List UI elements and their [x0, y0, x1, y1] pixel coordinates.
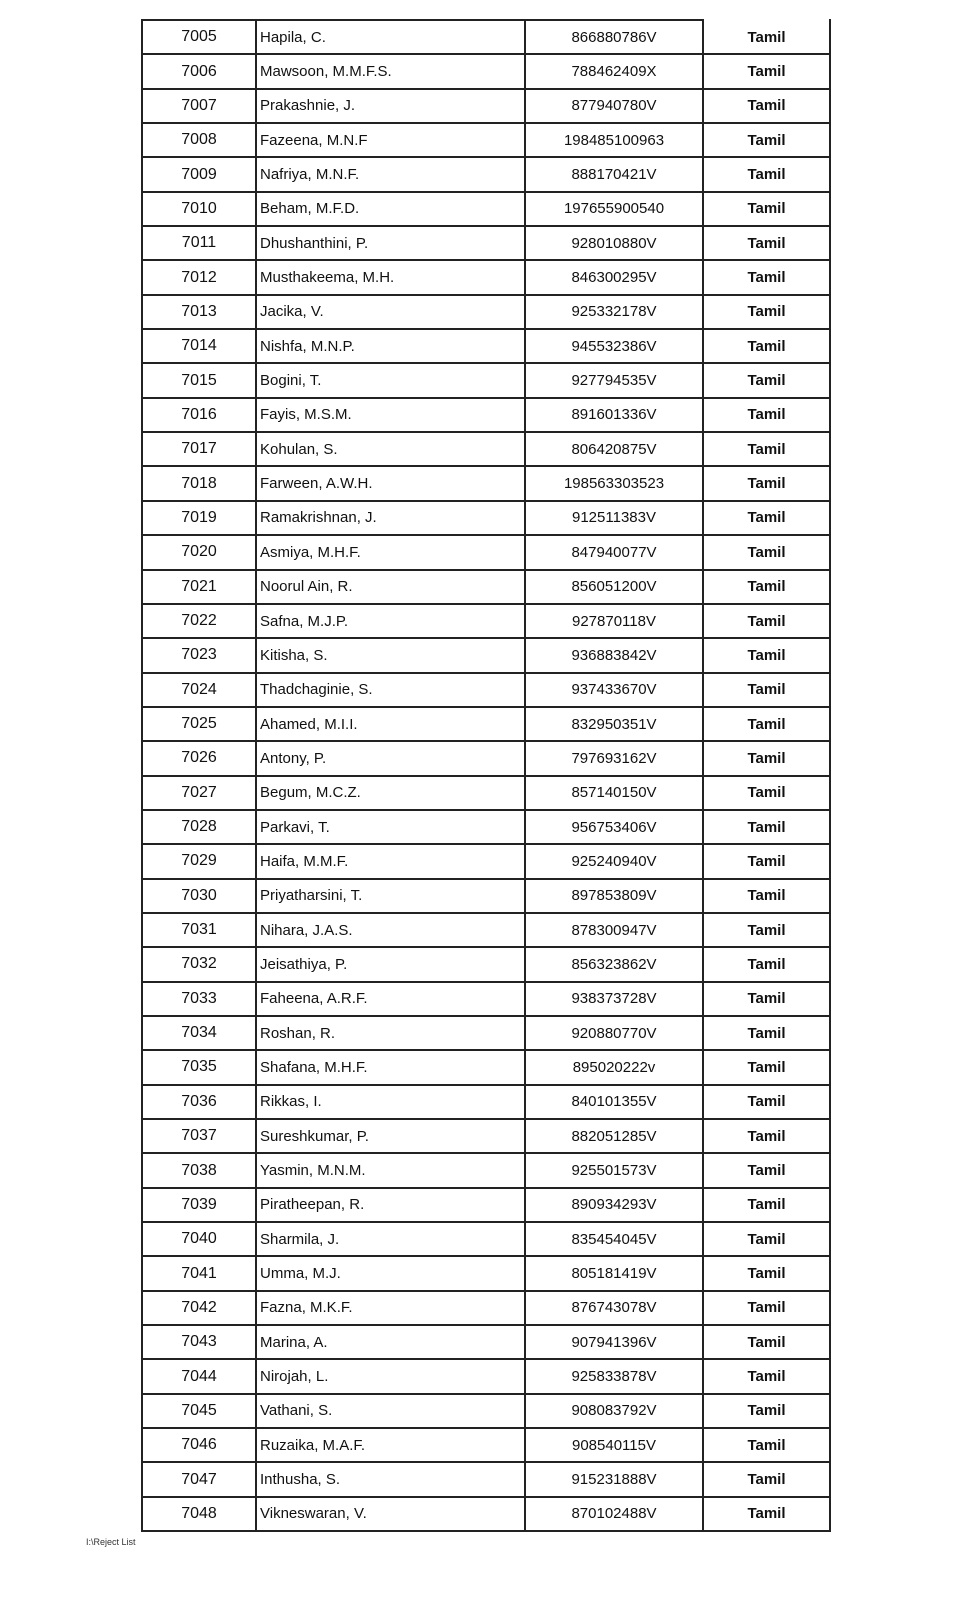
row-number-cell: 7022	[142, 604, 256, 638]
language-cell: Tamil	[703, 1462, 830, 1496]
table-row	[142, 54, 830, 88]
language-cell: Tamil	[703, 295, 830, 329]
row-number-cell: 7041	[142, 1256, 256, 1290]
row-number-cell: 7024	[142, 673, 256, 707]
table-row	[142, 192, 830, 226]
language-cell: Tamil	[703, 776, 830, 810]
name-cell: Vikneswaran, V.	[256, 1497, 525, 1531]
nic-number-cell: 925501573V	[525, 1153, 703, 1187]
name-cell: Noorul Ain, R.	[256, 570, 525, 604]
nic-number-cell: 907941396V	[525, 1325, 703, 1359]
table-row	[142, 707, 830, 741]
table-row	[142, 673, 830, 707]
row-number-cell: 7039	[142, 1188, 256, 1222]
language-cell: Tamil	[703, 844, 830, 878]
table-row	[142, 810, 830, 844]
row-number-cell: 7007	[142, 89, 256, 123]
table-row	[142, 1016, 830, 1050]
nic-number-cell: 925833878V	[525, 1359, 703, 1393]
row-number-cell: 7012	[142, 260, 256, 294]
name-cell: Inthusha, S.	[256, 1462, 525, 1496]
language-cell: Tamil	[703, 741, 830, 775]
nic-number-cell: 895020222v	[525, 1050, 703, 1084]
table-row	[142, 89, 830, 123]
language-cell: Tamil	[703, 1050, 830, 1084]
table-row	[142, 535, 830, 569]
row-number-cell: 7011	[142, 226, 256, 260]
row-number-cell: 7030	[142, 879, 256, 913]
nic-number-cell: 805181419V	[525, 1256, 703, 1290]
name-cell: Nishfa, M.N.P.	[256, 329, 525, 363]
nic-number-cell: 797693162V	[525, 741, 703, 775]
language-cell: Tamil	[703, 1153, 830, 1187]
nic-number-cell: 197655900540	[525, 192, 703, 226]
table-row	[142, 226, 830, 260]
table-row	[142, 879, 830, 913]
row-number-cell: 7027	[142, 776, 256, 810]
language-cell: Tamil	[703, 1291, 830, 1325]
name-cell: Musthakeema, M.H.	[256, 260, 525, 294]
language-cell: Tamil	[703, 432, 830, 466]
name-cell: Vathani, S.	[256, 1394, 525, 1428]
name-cell: Piratheepan, R.	[256, 1188, 525, 1222]
nic-number-cell: 856323862V	[525, 947, 703, 981]
table-row	[142, 1359, 830, 1393]
language-cell: Tamil	[703, 1222, 830, 1256]
table-row	[142, 1222, 830, 1256]
nic-number-cell: 945532386V	[525, 329, 703, 363]
nic-number-cell: 877940780V	[525, 89, 703, 123]
table-row	[142, 844, 830, 878]
language-cell: Tamil	[703, 982, 830, 1016]
nic-number-cell: 928010880V	[525, 226, 703, 260]
table-row	[142, 741, 830, 775]
nic-number-cell: 806420875V	[525, 432, 703, 466]
table-row	[142, 1119, 830, 1153]
name-cell: Fazna, M.K.F.	[256, 1291, 525, 1325]
row-number-cell: 7046	[142, 1428, 256, 1462]
name-cell: Beham, M.F.D.	[256, 192, 525, 226]
name-cell: Farween, A.W.H.	[256, 466, 525, 500]
table-row	[142, 913, 830, 947]
nic-number-cell: 920880770V	[525, 1016, 703, 1050]
nic-number-cell: 835454045V	[525, 1222, 703, 1256]
name-cell: Thadchaginie, S.	[256, 673, 525, 707]
nic-number-cell: 925240940V	[525, 844, 703, 878]
row-number-cell: 7025	[142, 707, 256, 741]
name-cell: Nafriya, M.N.F.	[256, 157, 525, 191]
name-cell: Kohulan, S.	[256, 432, 525, 466]
name-cell: Mawsoon, M.M.F.S.	[256, 54, 525, 88]
nic-number-cell: 908083792V	[525, 1394, 703, 1428]
row-number-cell: 7032	[142, 947, 256, 981]
language-cell: Tamil	[703, 913, 830, 947]
name-cell: Begum, M.C.Z.	[256, 776, 525, 810]
nic-number-cell: 891601336V	[525, 398, 703, 432]
table-row	[142, 20, 830, 54]
language-cell: Tamil	[703, 157, 830, 191]
nic-number-cell: 912511383V	[525, 501, 703, 535]
language-cell: Tamil	[703, 1428, 830, 1462]
name-cell: Faheena, A.R.F.	[256, 982, 525, 1016]
nic-number-cell: 927870118V	[525, 604, 703, 638]
language-cell: Tamil	[703, 570, 830, 604]
nic-number-cell: 198485100963	[525, 123, 703, 157]
language-cell: Tamil	[703, 1394, 830, 1428]
row-number-cell: 7029	[142, 844, 256, 878]
row-number-cell: 7034	[142, 1016, 256, 1050]
language-cell: Tamil	[703, 879, 830, 913]
row-number-cell: 7018	[142, 466, 256, 500]
nic-number-cell: 198563303523	[525, 466, 703, 500]
row-number-cell: 7042	[142, 1291, 256, 1325]
language-cell: Tamil	[703, 54, 830, 88]
name-cell: Ahamed, M.I.I.	[256, 707, 525, 741]
table-row	[142, 1497, 830, 1531]
name-cell: Ruzaika, M.A.F.	[256, 1428, 525, 1462]
row-number-cell: 7044	[142, 1359, 256, 1393]
language-cell: Tamil	[703, 329, 830, 363]
name-cell: Fayis, M.S.M.	[256, 398, 525, 432]
name-cell: Sureshkumar, P.	[256, 1119, 525, 1153]
table-row	[142, 1153, 830, 1187]
table-row	[142, 604, 830, 638]
table-row	[142, 363, 830, 397]
name-cell: Asmiya, M.H.F.	[256, 535, 525, 569]
row-number-cell: 7026	[142, 741, 256, 775]
language-cell: Tamil	[703, 1016, 830, 1050]
reject-list-table	[141, 19, 831, 1532]
row-number-cell: 7038	[142, 1153, 256, 1187]
nic-number-cell: 915231888V	[525, 1462, 703, 1496]
name-cell: Rikkas, I.	[256, 1085, 525, 1119]
language-cell: Tamil	[703, 1497, 830, 1531]
table-row	[142, 398, 830, 432]
table-row	[142, 570, 830, 604]
language-cell: Tamil	[703, 260, 830, 294]
language-cell: Tamil	[703, 947, 830, 981]
table-row	[142, 638, 830, 672]
name-cell: Sharmila, J.	[256, 1222, 525, 1256]
table-row	[142, 1050, 830, 1084]
nic-number-cell: 897853809V	[525, 879, 703, 913]
table-row	[142, 1085, 830, 1119]
language-cell: Tamil	[703, 226, 830, 260]
row-number-cell: 7019	[142, 501, 256, 535]
language-cell: Tamil	[703, 810, 830, 844]
footer-path: I:\Reject List	[86, 1537, 136, 1547]
row-number-cell: 7015	[142, 363, 256, 397]
language-cell: Tamil	[703, 192, 830, 226]
table-row	[142, 329, 830, 363]
language-cell: Tamil	[703, 1085, 830, 1119]
table-row	[142, 466, 830, 500]
row-number-cell: 7023	[142, 638, 256, 672]
row-number-cell: 7035	[142, 1050, 256, 1084]
language-cell: Tamil	[703, 363, 830, 397]
name-cell: Bogini, T.	[256, 363, 525, 397]
row-number-cell: 7013	[142, 295, 256, 329]
language-cell: Tamil	[703, 501, 830, 535]
row-number-cell: 7016	[142, 398, 256, 432]
row-number-cell: 7005	[142, 20, 256, 54]
language-cell: Tamil	[703, 638, 830, 672]
language-cell: Tamil	[703, 123, 830, 157]
row-number-cell: 7031	[142, 913, 256, 947]
nic-number-cell: 937433670V	[525, 673, 703, 707]
name-cell: Jeisathiya, P.	[256, 947, 525, 981]
language-cell: Tamil	[703, 466, 830, 500]
language-cell: Tamil	[703, 604, 830, 638]
row-number-cell: 7014	[142, 329, 256, 363]
language-cell: Tamil	[703, 1325, 830, 1359]
language-cell: Tamil	[703, 707, 830, 741]
table-row	[142, 1188, 830, 1222]
name-cell: Umma, M.J.	[256, 1256, 525, 1290]
row-number-cell: 7047	[142, 1462, 256, 1496]
name-cell: Haifa, M.M.F.	[256, 844, 525, 878]
name-cell: Yasmin, M.N.M.	[256, 1153, 525, 1187]
name-cell: Parkavi, T.	[256, 810, 525, 844]
name-cell: Prakashnie, J.	[256, 89, 525, 123]
table-row	[142, 1291, 830, 1325]
name-cell: Antony, P.	[256, 741, 525, 775]
name-cell: Hapila, C.	[256, 20, 525, 54]
name-cell: Dhushanthini, P.	[256, 226, 525, 260]
name-cell: Roshan, R.	[256, 1016, 525, 1050]
table-row	[142, 947, 830, 981]
row-number-cell: 7021	[142, 570, 256, 604]
name-cell: Priyatharsini, T.	[256, 879, 525, 913]
language-cell: Tamil	[703, 673, 830, 707]
row-number-cell: 7043	[142, 1325, 256, 1359]
nic-number-cell: 866880786V	[525, 20, 703, 54]
nic-number-cell: 888170421V	[525, 157, 703, 191]
language-cell: Tamil	[703, 535, 830, 569]
table-row	[142, 1325, 830, 1359]
nic-number-cell: 938373728V	[525, 982, 703, 1016]
row-number-cell: 7006	[142, 54, 256, 88]
nic-number-cell: 890934293V	[525, 1188, 703, 1222]
name-cell: Marina, A.	[256, 1325, 525, 1359]
row-number-cell: 7040	[142, 1222, 256, 1256]
table-row	[142, 157, 830, 191]
nic-number-cell: 876743078V	[525, 1291, 703, 1325]
table-row	[142, 432, 830, 466]
name-cell: Kitisha, S.	[256, 638, 525, 672]
nic-number-cell: 846300295V	[525, 260, 703, 294]
row-number-cell: 7008	[142, 123, 256, 157]
nic-number-cell: 832950351V	[525, 707, 703, 741]
language-cell: Tamil	[703, 1119, 830, 1153]
nic-number-cell: 870102488V	[525, 1497, 703, 1531]
nic-number-cell: 908540115V	[525, 1428, 703, 1462]
nic-number-cell: 788462409X	[525, 54, 703, 88]
nic-number-cell: 840101355V	[525, 1085, 703, 1119]
row-number-cell: 7048	[142, 1497, 256, 1531]
table-row	[142, 501, 830, 535]
row-number-cell: 7028	[142, 810, 256, 844]
nic-number-cell: 847940077V	[525, 535, 703, 569]
row-number-cell: 7036	[142, 1085, 256, 1119]
row-number-cell: 7045	[142, 1394, 256, 1428]
nic-number-cell: 936883842V	[525, 638, 703, 672]
name-cell: Safna, M.J.P.	[256, 604, 525, 638]
table-row	[142, 1394, 830, 1428]
row-number-cell: 7037	[142, 1119, 256, 1153]
row-number-cell: 7010	[142, 192, 256, 226]
nic-number-cell: 927794535V	[525, 363, 703, 397]
language-cell: Tamil	[703, 89, 830, 123]
row-number-cell: 7017	[142, 432, 256, 466]
row-number-cell: 7009	[142, 157, 256, 191]
row-number-cell: 7033	[142, 982, 256, 1016]
table-row	[142, 1462, 830, 1496]
nic-number-cell: 925332178V	[525, 295, 703, 329]
name-cell: Fazeena, M.N.F	[256, 123, 525, 157]
nic-number-cell: 856051200V	[525, 570, 703, 604]
name-cell: Jacika, V.	[256, 295, 525, 329]
language-cell: Tamil	[703, 398, 830, 432]
name-cell: Nihara, J.A.S.	[256, 913, 525, 947]
language-cell: Tamil	[703, 1256, 830, 1290]
language-cell: Tamil	[703, 1188, 830, 1222]
language-cell: Tamil	[703, 20, 830, 54]
nic-number-cell: 956753406V	[525, 810, 703, 844]
name-cell: Shafana, M.H.F.	[256, 1050, 525, 1084]
table-row	[142, 295, 830, 329]
table-row	[142, 1256, 830, 1290]
table-row	[142, 776, 830, 810]
nic-number-cell: 857140150V	[525, 776, 703, 810]
name-cell: Nirojah, L.	[256, 1359, 525, 1393]
row-number-cell: 7020	[142, 535, 256, 569]
name-cell: Ramakrishnan, J.	[256, 501, 525, 535]
table-row	[142, 123, 830, 157]
table-row	[142, 1428, 830, 1462]
table-row	[142, 260, 830, 294]
nic-number-cell: 882051285V	[525, 1119, 703, 1153]
nic-number-cell: 878300947V	[525, 913, 703, 947]
language-cell: Tamil	[703, 1359, 830, 1393]
table-row	[142, 982, 830, 1016]
